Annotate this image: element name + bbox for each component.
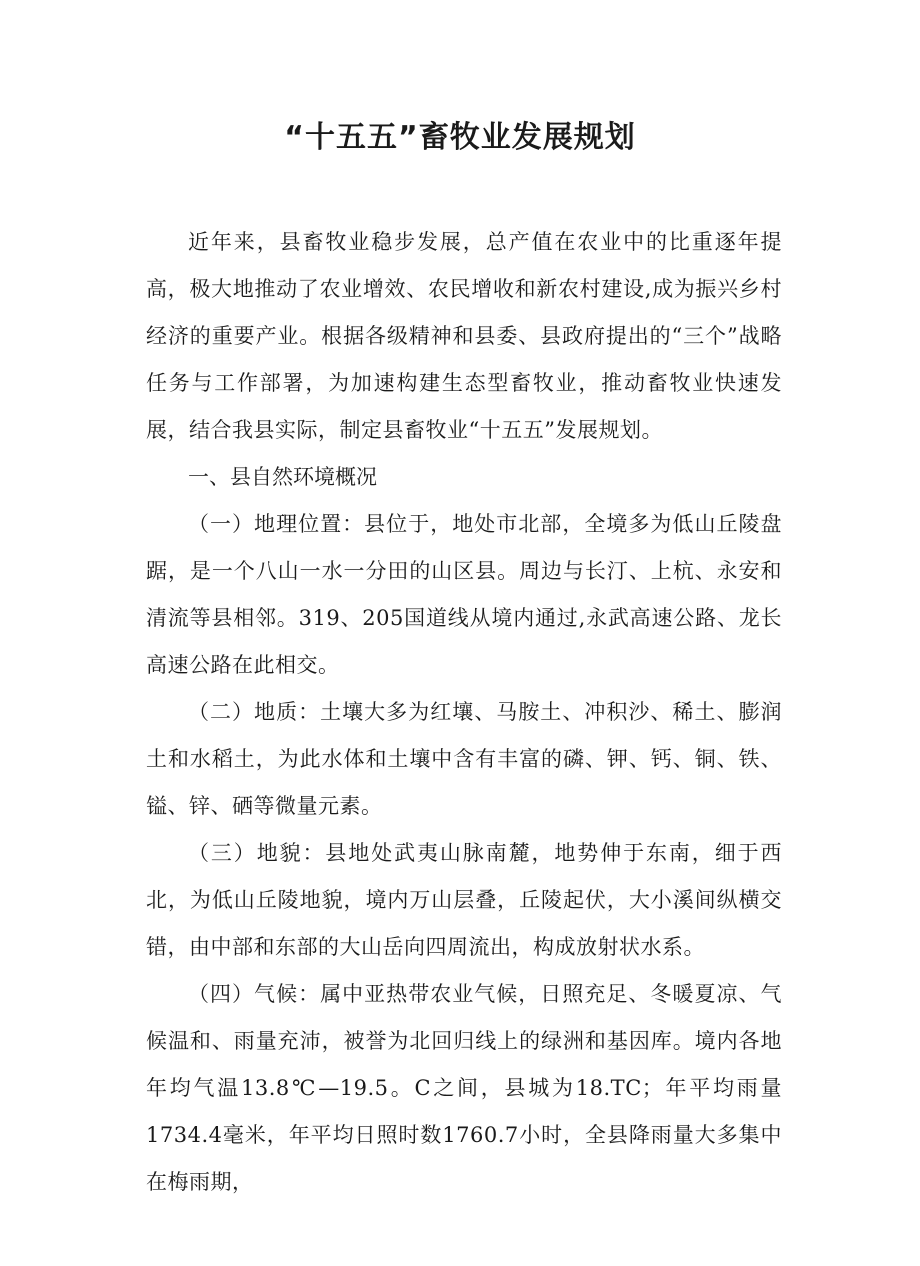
intro-paragraph: 近年来，县畜牧业稳步发展，总产值在农业中的比重逐年提高，极大地推动了农业增效、农民增收和新农村建设,成为振兴乡村经济的重要产业。根据各级精神和县委、县政府提出的“三个”战略任务与工作部署，为加速构建生态型畜牧业，推动畜牧业快速发展，结合我县实际，制定县畜牧业“十五五”发展规划。 — [146, 230, 782, 442]
section-heading-natural-environment: 一、县自然环境概况 — [188, 465, 377, 489]
geology-paragraph: （二）地质：土壤大多为红壤、马胺土、冲积沙、稀土、膨润土和水稻土，为此水体和土壤中含有丰富的磷、钾、钙、铜、铁、镒、锌、硒等微量元素。 — [146, 700, 782, 818]
document-body — [146, 219, 782, 1206]
climate-paragraph: （四）气候：属中亚热带农业气候，日照充足、冬暖夏凉、气候温和、雨量充沛，被誉为北回归线上的绿洲和基因库。境内各地年均气温13.8℃—19.5。C之间，县城为18.TC；年平均雨量1734.4毫米，年平均日照时数1760.7小时，全县降雨量大多集中在梅雨期， — [146, 982, 782, 1194]
document-title: “十五五”畜牧业发展规划 — [284, 120, 636, 155]
landform-paragraph: （三）地貌：县地处武夷山脉南麓，地势伸于东南，细于西北，为低山丘陵地貌，境内万山层叠，丘陵起伏，大小溪间纵横交错，由中部和东部的大山岳向四周流出，构成放射状水系。 — [146, 841, 782, 959]
geography-paragraph: （一）地理位置：县位于，地处市北部，全境多为低山丘陵盘踞，是一个八山一水一分田的山区县。周边与长汀、上杭、永安和清流等县相邻。319、205国道线从境内通过,永武高速公路、龙长高速公路在此相交。 — [146, 512, 782, 677]
